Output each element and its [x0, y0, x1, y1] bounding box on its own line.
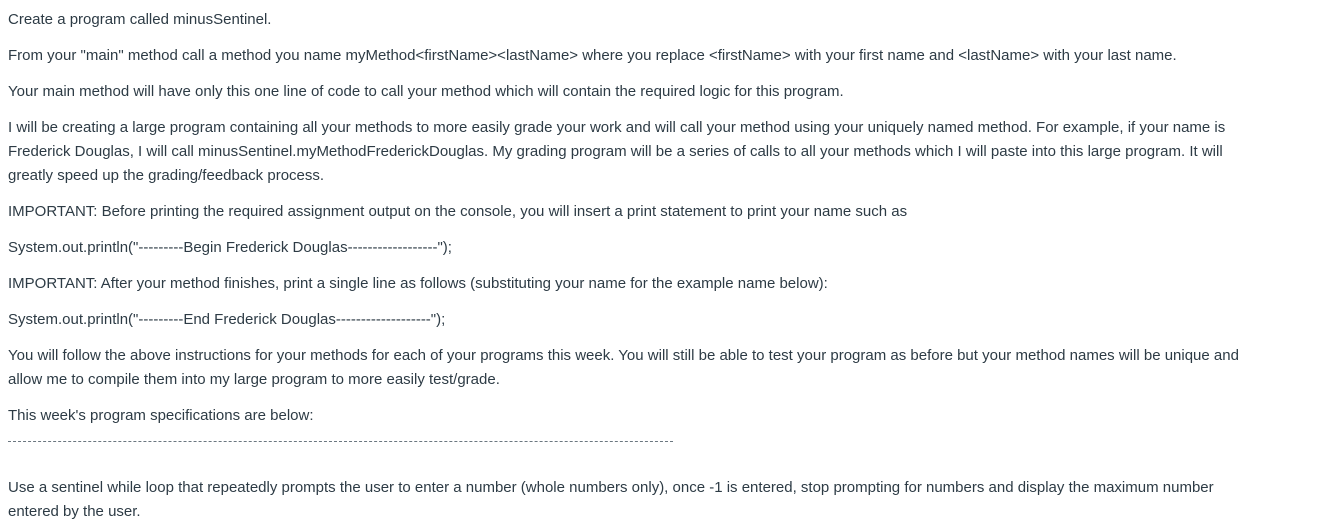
grading-paragraph-line-3: greatly speed up the grading/feedback process. [8, 167, 325, 184]
begin-println-example: System.out.println("---------Begin Frederick Douglas------------------"); [8, 239, 452, 256]
end-println-example: System.out.println("---------End Frederick Douglas-------------------"); [8, 311, 446, 328]
grading-paragraph-line-2: Frederick Douglas, I will call minusSentinel.myMethodFrederickDouglas. My grading program will be a series of calls to all your methods which I will paste into this large program. It will [8, 143, 1223, 160]
dashed-divider [8, 441, 673, 442]
method-naming-paragraph: From your "main" method call a method you name myMethod<firstName><lastName> where you replace <firstName> with your first name and <lastName> with your last name. [8, 47, 1177, 64]
weekly-instructions-paragraph [8, 344, 1328, 392]
weekly-instructions-line-1: You will follow the above instructions for your methods for each of your programs this week. You will still be able to test your program as before but your method names will be unique and [8, 347, 1239, 364]
specifications-heading: This week's program specifications are below: [8, 407, 314, 424]
sentinel-spec-line-1: Use a sentinel while loop that repeatedly prompts the user to enter a number (whole numbers only), once -1 is entered, stop prompting for numbers and display the maximum number [8, 479, 1214, 496]
sentinel-spec-paragraph [8, 476, 1328, 524]
grading-paragraph [8, 116, 1328, 188]
important-after-paragraph: IMPORTANT: After your method finishes, print a single line as follows (substituting your name for the example name below): [8, 275, 828, 292]
grading-paragraph-line-1: I will be creating a large program containing all your methods to more easily grade your work and will call your method using your uniquely named method. For example, if your name is [8, 119, 1226, 136]
important-before-paragraph: IMPORTANT: Before printing the required assignment output on the console, you will insert a print statement to print your name such as [8, 203, 908, 220]
sentinel-spec-line-2: entered by the user. [8, 503, 141, 520]
main-method-paragraph: Your main method will have only this one line of code to call your method which will contain the required logic for this program. [8, 83, 844, 100]
intro-paragraph: Create a program called minusSentinel. [8, 11, 272, 28]
weekly-instructions-line-2: allow me to compile them into my large program to more easily test/grade. [8, 371, 500, 388]
